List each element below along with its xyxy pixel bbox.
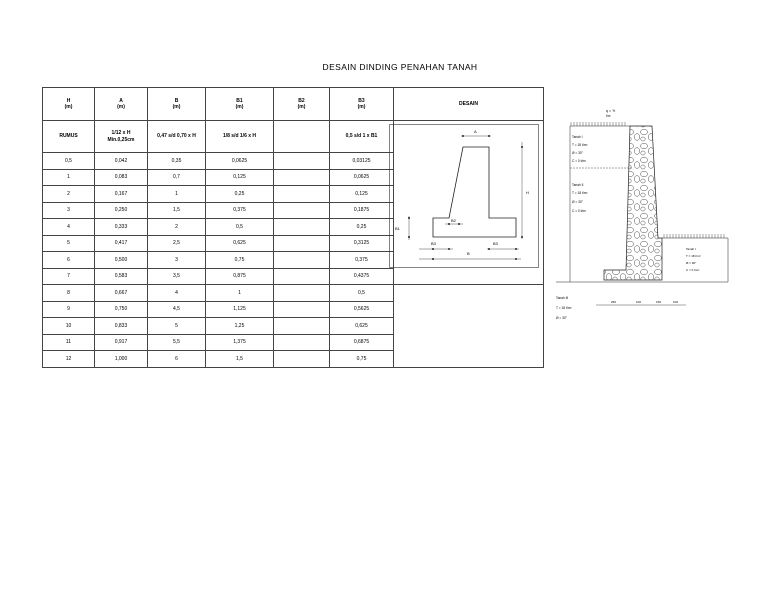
soil3-phi: Ø = 30° (686, 261, 697, 265)
cell-a: 0,667 (95, 285, 148, 302)
soil2-gamma: T = 18 t/m³ (572, 191, 588, 195)
cell-b1: 0,75 (206, 252, 274, 269)
cell-b1: 0,5 (206, 219, 274, 236)
cell-b2 (274, 301, 330, 318)
cell-a: 0,833 (95, 318, 148, 335)
cell-b2 (274, 153, 330, 170)
cell-b: 1 (148, 186, 206, 203)
wall-cross-section-drawing (389, 124, 539, 268)
page-title: DESAIN DINDING PENAHAN TANAH (322, 62, 478, 72)
cell-b: 2 (148, 219, 206, 236)
dim-label-a: A (474, 129, 477, 134)
soil4-gamma: T = 18 t/m³ (556, 306, 572, 310)
cell-a: 0,417 (95, 235, 148, 252)
cell-b2 (274, 318, 330, 335)
cell-b2 (274, 351, 330, 368)
cell-b: 0,35 (148, 153, 206, 170)
cell-h: 7 (43, 268, 95, 285)
cell-b3: 0,5625 (330, 301, 394, 318)
cell-b3: 0,1875 (330, 202, 394, 219)
cell-h: 3 (43, 202, 95, 219)
soil1-gamma: T = 18 t/m³ (572, 143, 588, 147)
formula-a: 1/12 x H Min.0,25cm (95, 121, 148, 153)
soil2-name: Tanah II (572, 183, 584, 187)
cell-b: 2,5 (148, 235, 206, 252)
cell-b1: 1,375 (206, 334, 274, 351)
cell-b: 6 (148, 351, 206, 368)
cell-b3: 0,75 (330, 351, 394, 368)
dim-label-b2: B2 (451, 218, 456, 223)
top-load-label: q = ?t (606, 109, 616, 113)
wall-elevation-drawing (556, 100, 736, 330)
cell-b1: 1,25 (206, 318, 274, 335)
cell-h: 12 (43, 351, 95, 368)
cell-b: 1,5 (148, 202, 206, 219)
cell-b3: 0,375 (330, 252, 394, 269)
soil3-c: C = 0 t/m² (686, 268, 700, 272)
cell-b2 (274, 169, 330, 186)
stone-wall (604, 126, 662, 280)
formula-b: 0,47 s/d 0,70 x H (148, 121, 206, 153)
cell-h: 10 (43, 318, 95, 335)
cell-b3: 0,625 (330, 318, 394, 335)
soil1-name: Tanah I (572, 135, 583, 139)
cell-h: 5 (43, 235, 95, 252)
cell-a: 1,000 (95, 351, 148, 368)
header-b3: B3 (m) (330, 88, 394, 121)
soil2-c: C = 0 t/m² (572, 209, 587, 213)
design-notes-cell (394, 285, 544, 368)
wall-outline (433, 147, 516, 237)
cell-a: 0,083 (95, 169, 148, 186)
formula-b2 (274, 121, 330, 153)
cell-b: 5,5 (148, 334, 206, 351)
cell-a: 0,250 (95, 202, 148, 219)
cell-a: 0,750 (95, 301, 148, 318)
dim-label-b1: B1 (395, 226, 400, 231)
cell-a: 0,042 (95, 153, 148, 170)
cell-h: 4 (43, 219, 95, 236)
formula-b3: 0,5 s/d 1 x B1 (330, 121, 394, 153)
cell-b1: 0,625 (206, 235, 274, 252)
base-dim-2: 100 (636, 300, 642, 304)
cell-b: 0,7 (148, 169, 206, 186)
cell-b1: 0,0625 (206, 153, 274, 170)
cell-b2 (274, 186, 330, 203)
base-dim-3: 150 (656, 300, 662, 304)
cell-b1: 0,375 (206, 202, 274, 219)
header-design: DESAIN (394, 88, 544, 121)
cell-b2 (274, 285, 330, 302)
cell-b1: 1,5 (206, 351, 274, 368)
cell-b1: 1 (206, 285, 274, 302)
cell-b3: 0,0625 (330, 169, 394, 186)
formula-b1: 1/8 s/d 1/6 x H (206, 121, 274, 153)
soil3-name: Tanah I (686, 247, 696, 251)
base-dim-4: 100 (673, 300, 679, 304)
header-b1: B1 (m) (206, 88, 274, 121)
cell-b2 (274, 268, 330, 285)
cell-a: 0,167 (95, 186, 148, 203)
cell-b: 4 (148, 285, 206, 302)
cell-h: 2 (43, 186, 95, 203)
cell-b3: 0,4375 (330, 268, 394, 285)
soil3-gamma: T = 18 t/m³ (686, 254, 701, 258)
cell-h: 6 (43, 252, 95, 269)
ground-hatch-top (571, 122, 625, 126)
cell-h: 1 (43, 169, 95, 186)
dim-label-h: H (526, 190, 529, 195)
cell-b1: 1,125 (206, 301, 274, 318)
soil1-c: C = 0 t/m² (572, 159, 587, 163)
drawing-frame (390, 125, 539, 268)
soil4-phi: Ø = 30° (556, 316, 567, 320)
cell-b1: 0,125 (206, 169, 274, 186)
cell-h: 9 (43, 301, 95, 318)
cell-b3: 0,5 (330, 285, 394, 302)
soil2-phi: Ø = 30° (572, 200, 583, 204)
cell-a: 0,583 (95, 268, 148, 285)
cell-b3: 0,25 (330, 219, 394, 236)
cell-b1: 0,875 (206, 268, 274, 285)
dim-label-b3-left: B3 (431, 241, 436, 246)
soil4-name: Tanah III (556, 296, 569, 300)
ground-hatch-right (664, 234, 724, 238)
formula-label: RUMUS (43, 121, 95, 153)
table-row (43, 285, 544, 302)
base-dim-1: 250 (611, 300, 617, 304)
header-a: A (m) (95, 88, 148, 121)
cell-a: 0,917 (95, 334, 148, 351)
cell-b1: 0,25 (206, 186, 274, 203)
header-b2: B2 (m) (274, 88, 330, 121)
cell-b: 3 (148, 252, 206, 269)
cell-a: 0,333 (95, 219, 148, 236)
cell-b: 3,5 (148, 268, 206, 285)
cell-b3: 0,3125 (330, 235, 394, 252)
cell-b2 (274, 334, 330, 351)
soil1-phi: Ø = 30° (572, 151, 583, 155)
cell-b2 (274, 202, 330, 219)
cell-b3: 0,125 (330, 186, 394, 203)
header-h: H (m) (43, 88, 95, 121)
dim-label-b: B (467, 251, 470, 256)
cell-b2 (274, 219, 330, 236)
cell-a: 0,500 (95, 252, 148, 269)
cell-h: 8 (43, 285, 95, 302)
header-b: B (m) (148, 88, 206, 121)
dim-label-b3-right: B3 (493, 241, 498, 246)
cell-b2 (274, 252, 330, 269)
cell-b3: 0,6875 (330, 334, 394, 351)
cell-b3: 0,03125 (330, 153, 394, 170)
cell-b: 5 (148, 318, 206, 335)
cell-h: 11 (43, 334, 95, 351)
cell-h: 0,5 (43, 153, 95, 170)
cell-b2 (274, 235, 330, 252)
cell-b: 4,5 (148, 301, 206, 318)
top-load-unit: t/m (606, 114, 611, 118)
